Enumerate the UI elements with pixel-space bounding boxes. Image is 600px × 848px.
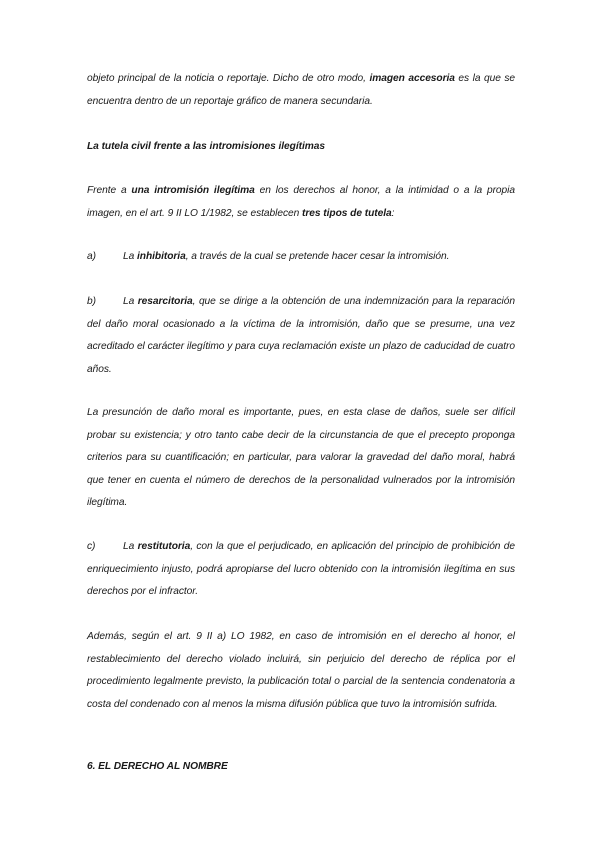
text-run: La: [123, 296, 138, 307]
bold-term: tres tipos de tutela: [302, 207, 392, 219]
text-run: objeto principal de la noticia o reportaje. Dicho de otro modo,: [87, 73, 370, 84]
section-heading-derecho-nombre: 6. EL DERECHO AL NOMBRE: [87, 761, 228, 772]
text-run: , a través de la cual se pretende hacer cesar la intromisión.: [185, 251, 450, 262]
list-item-a: [87, 246, 515, 269]
list-label: c): [87, 541, 96, 552]
text-run: es la que se encuentra dentro de un reportaje gráfico de manera secundaria.: [87, 73, 515, 107]
text-run: , con la que el perjudicado, en aplicación del principio de prohibición de enriquecimiento injusto, podrá apropiarse del lucro obtenido con la intromisión ilegítima en sus derechos por el infractor.: [87, 541, 516, 597]
bold-term: resarcitoria: [137, 296, 193, 307]
list-label: b): [87, 296, 96, 307]
bold-term: inhibitoria: [137, 251, 186, 262]
text-run: La: [123, 251, 138, 262]
paragraph-intro-tutela: [87, 180, 515, 225]
list-item-b: [87, 291, 515, 381]
list-label: a): [87, 251, 96, 262]
list-item-c: [87, 536, 515, 604]
bold-term: una intromisión ilegítima: [131, 185, 255, 196]
text-run: :: [391, 207, 395, 219]
text-run: , que se dirige a la obtención de una indemnización para la reparación del daño moral ocasionado a la víctima de la intromisión, daño que se presume, una vez acreditado el carácter ilegítimo y para cuya reclamación existe un plazo de caducidad de cuatro años.: [87, 296, 515, 375]
paragraph-imagen-accesoria: [87, 68, 515, 113]
paragraph-derecho-honor: Además, según el art. 9 II a) LO 1982, en caso de intromisión en el derecho al honor, el restablecimiento del derecho violado incluirá, sin perjuicio del derecho de réplica por el procedimiento legalmente previsto, la publicación total o parcial de la sentencia condenatoria a costa del condenado con al menos la misma difusión pública que tuvo la intromisión sufrida.: [87, 631, 515, 710]
bold-term: restitutoria: [137, 541, 191, 552]
text-run: La: [123, 541, 138, 552]
text-run: en los derechos al honor, a la intimidad o a la propia imagen, en el art. 9 II LO 1/1982, se establecen: [87, 185, 515, 219]
bold-term: imagen accesoria: [369, 73, 455, 84]
text-run: Frente a: [87, 185, 132, 196]
paragraph-presuncion-dano: La presunción de daño moral es importante, pues, en esta clase de daños, suele ser difícil probar su existencia; y otro tanto cabe decir de la circunstancia de que el precepto proponga criterios para su cuantificación; en particular, para valorar la gravedad del daño moral, habrá que tener en cuenta el número de derechos de la personalidad vulnerados por la intromisión ilegítima.: [87, 407, 515, 508]
section-heading-tutela-civil: La tutela civil frente a las intromisiones ilegítimas: [87, 141, 325, 152]
